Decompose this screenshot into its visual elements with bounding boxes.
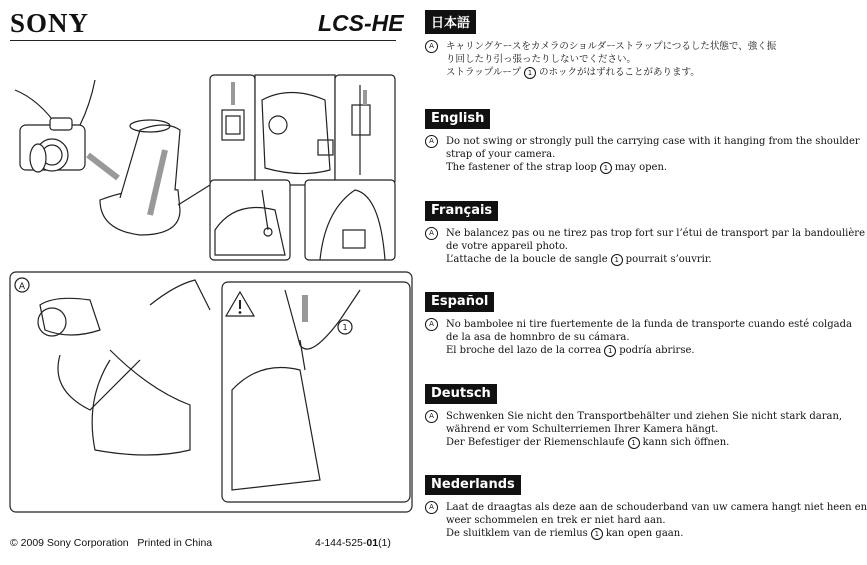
illustration-panel <box>0 60 412 530</box>
part-number-prefix: 4-144-525- <box>315 537 367 549</box>
text-line: strap of your camera. <box>446 149 556 160</box>
text-line: ストラップループ <box>446 67 521 78</box>
step-number-ref: 1 <box>524 67 536 79</box>
step-number-ref: 1 <box>604 345 616 357</box>
text-line: kan open gaan. <box>605 528 684 539</box>
text-line: Laat de draagtas als deze aan de schouderband van uw camera hangt niet heen en <box>446 502 867 513</box>
text-line: り回したり引っ張ったりしないでください。 <box>446 54 637 65</box>
text-line: Der Befestiger der Riemenschlaufe <box>446 437 625 448</box>
section-heading: English <box>425 109 490 129</box>
text-line: de la asa de homnbro de su cámara. <box>446 332 630 343</box>
section-marker: A <box>425 40 438 53</box>
section-marker: A <box>425 318 438 331</box>
text-line: pourrait s’ouvrir. <box>625 254 712 265</box>
arrow-to-case <box>88 155 118 178</box>
step-panel-1 <box>210 75 255 185</box>
text-line: may open. <box>614 162 668 173</box>
section-heading: Nederlands <box>425 475 521 495</box>
callout-line <box>178 185 210 205</box>
camera-drawing <box>15 80 95 172</box>
section-marker: A <box>425 135 438 148</box>
case-drawing <box>100 120 180 235</box>
text-line: kann sich öffnen. <box>642 437 730 448</box>
section-japanese <box>425 10 808 79</box>
section-spanish <box>425 290 852 357</box>
text-line: Ne balancez pas ou ne tirez pas trop fort sur l’étui de transport par la bandoulière <box>446 228 865 239</box>
step-number-ref: 1 <box>611 254 623 266</box>
step-number-ref: 1 <box>591 528 603 540</box>
part-number <box>315 537 391 549</box>
section-english <box>425 107 860 174</box>
step-number-ref: 1 <box>600 162 612 174</box>
part-number-bold: 01 <box>366 537 379 549</box>
text-line: de votre appareil photo. <box>446 241 568 252</box>
text-line: während er vom Schulterriemen Ihrer Kamera hängt. <box>446 424 719 435</box>
step-number-ref: 1 <box>628 437 640 449</box>
step-panel-3 <box>335 75 395 185</box>
text-line: weer schommelen en trek er niet hard aan. <box>446 515 666 526</box>
illustration-marker-a: A <box>18 282 26 292</box>
copyright-text: © 2009 Sony Corporation <box>10 537 129 549</box>
warning-panel <box>10 272 412 512</box>
section-heading: Français <box>425 201 498 221</box>
text-line: L’attache de la boucle de sangle <box>446 254 608 265</box>
section-heading: Deutsch <box>425 384 497 404</box>
section-german <box>425 382 843 449</box>
section-heading: 日本語 <box>425 10 476 34</box>
printed-text: Printed in China <box>137 537 213 549</box>
section-marker: A <box>425 410 438 423</box>
section-marker: A <box>425 227 438 240</box>
text-line: のホックがはずれることがあります。 <box>538 67 700 78</box>
header-rule <box>10 40 396 41</box>
detail-panel-wear <box>305 180 395 260</box>
section-heading: Español <box>425 292 494 312</box>
text-line: Schwenken Sie nicht den Transportbehälter und ziehen Sie nicht stark daran, <box>446 411 843 422</box>
text-line: El broche del lazo de la correa <box>446 345 602 356</box>
brand-logo: SONY <box>10 8 90 38</box>
section-marker: A <box>425 501 438 514</box>
section-french <box>425 199 865 266</box>
step-panel-2 <box>255 75 335 185</box>
text-line: Do not swing or strongly pull the carrying case with it hanging from the shoulder <box>446 136 860 147</box>
text-line: No bambolee ni tire fuertemente de la funda de transporte cuando esté colgada <box>446 319 852 330</box>
text-line: podría abrirse. <box>619 345 695 356</box>
model-name: LCS-HE <box>318 10 404 36</box>
step-number-label: 1 <box>342 323 348 332</box>
copyright-line <box>10 537 212 549</box>
section-dutch <box>425 473 867 540</box>
part-number-suffix: (1) <box>378 537 391 549</box>
text-line: キャリングケースをカメラのショルダーストラップにつるした状態で、強く振 <box>446 41 777 52</box>
text-line: The fastener of the strap loop <box>446 162 597 173</box>
detail-panel-hook <box>210 180 290 260</box>
text-line: De sluitklem van de riemlus <box>446 528 588 539</box>
